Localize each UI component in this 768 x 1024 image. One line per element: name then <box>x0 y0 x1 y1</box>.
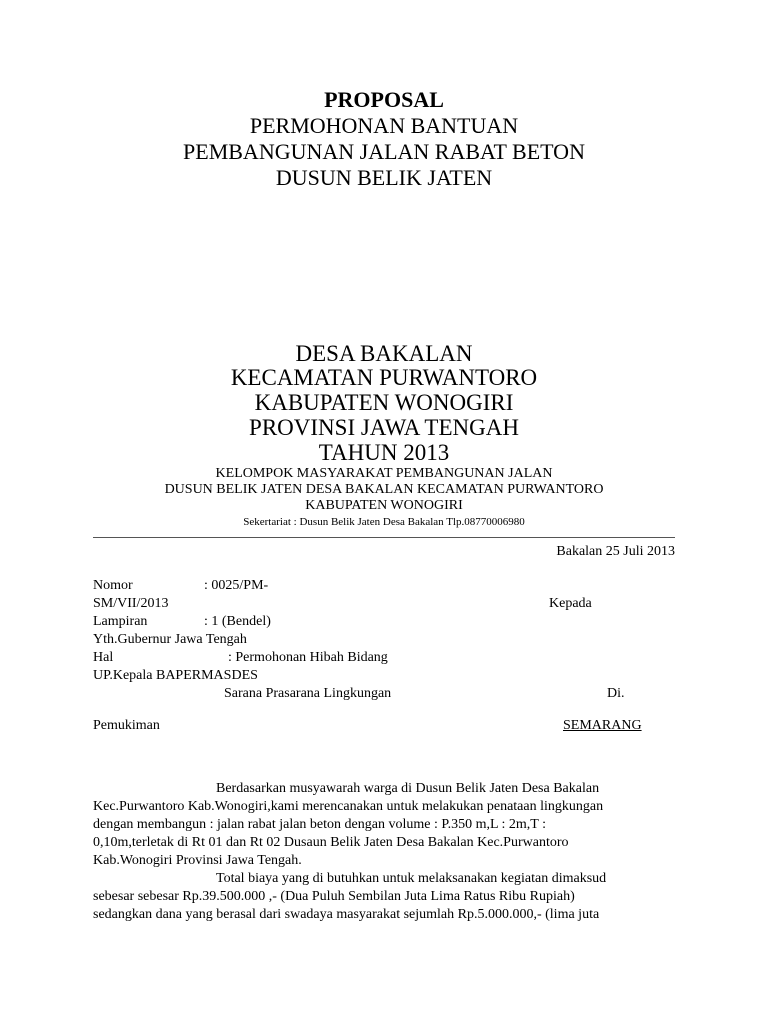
title-line-1: PERMOHONAN BANTUAN <box>249 113 519 138</box>
body-line: 0,10m,terletak di Rt 01 dan Rt 02 Dusaun Belik Jaten Desa Bakalan Kec.Purwantoro <box>93 835 569 850</box>
letterhead-divider <box>93 537 675 538</box>
letterhead-line-1: KELOMPOK MASYARAKAT PEMBANGUNAN JALAN <box>215 466 553 481</box>
di-label: Di. <box>607 686 625 701</box>
hal-label: Hal <box>93 650 114 665</box>
letterhead-secretariat: Sekertariat : Dusun Belik Jaten Desa Bakalan Tlp.08770006980 <box>243 516 525 528</box>
hal-continuation: Sarana Prasarana Lingkungan <box>224 686 392 701</box>
letter-date: Bakalan 25 Juli 2013 <box>556 544 675 559</box>
body-line: dengan membangun : jalan rabat jalan beton dengan volume : P.350 m,L : 2m,T : <box>93 817 546 832</box>
recipient: Yth.Gubernur Jawa Tengah <box>93 632 247 647</box>
up-line: UP.Kepala BAPERMASDES <box>93 668 258 683</box>
body-line: Berdasarkan musyawarah warga di Dusun Belik Jaten Desa Bakalan <box>216 781 600 796</box>
region-kabupaten: KABUPATEN WONOGIRI <box>254 390 514 415</box>
kepada-label: Kepada <box>549 596 592 611</box>
lampiran-label: Lampiran <box>93 614 148 629</box>
body-line: Total biaya yang di butuhkan untuk melaksanakan kegiatan dimaksud <box>216 871 607 886</box>
nomor-continuation: SM/VII/2013 <box>93 596 169 611</box>
title-line-2: PEMBANGUNAN JALAN RABAT BETON <box>183 139 585 164</box>
pemukiman-label: Pemukiman <box>93 718 160 733</box>
lampiran-value: : 1 (Bendel) <box>204 614 271 629</box>
proposal-heading: PROPOSAL <box>324 87 444 112</box>
title-line-3: DUSUN BELIK JATEN <box>275 165 493 190</box>
region-tahun: TAHUN 2013 <box>318 440 450 465</box>
region-kecamatan: KECAMATAN PURWANTORO <box>230 365 538 390</box>
nomor-value: : 0025/PM- <box>204 578 269 593</box>
region-desa: DESA BAKALAN <box>295 341 473 366</box>
nomor-label: Nomor <box>93 578 133 593</box>
body-line: sebesar sebesar Rp.39.500.000 ,- (Dua Puluh Sembilan Juta Lima Ratus Ribu Rupiah) <box>93 889 575 904</box>
city-semarang: SEMARANG <box>563 718 642 733</box>
letterhead-line-3: KABUPATEN WONOGIRI <box>305 498 463 513</box>
letterhead-line-2: DUSUN BELIK JATEN DESA BAKALAN KECAMATAN PURWANTORO <box>164 482 604 497</box>
body-line: sedangkan dana yang berasal dari swadaya masyarakat sejumlah Rp.5.000.000,- (lima juta <box>93 907 600 922</box>
hal-value: : Permohonan Hibah Bidang <box>228 650 388 665</box>
body-line: Kab.Wonogiri Provinsi Jawa Tengah. <box>93 853 302 868</box>
body-line: Kec.Purwantoro Kab.Wonogiri,kami merencanakan untuk melakukan penataan lingkungan <box>93 799 604 814</box>
region-provinsi: PROVINSI JAWA TENGAH <box>249 415 519 440</box>
